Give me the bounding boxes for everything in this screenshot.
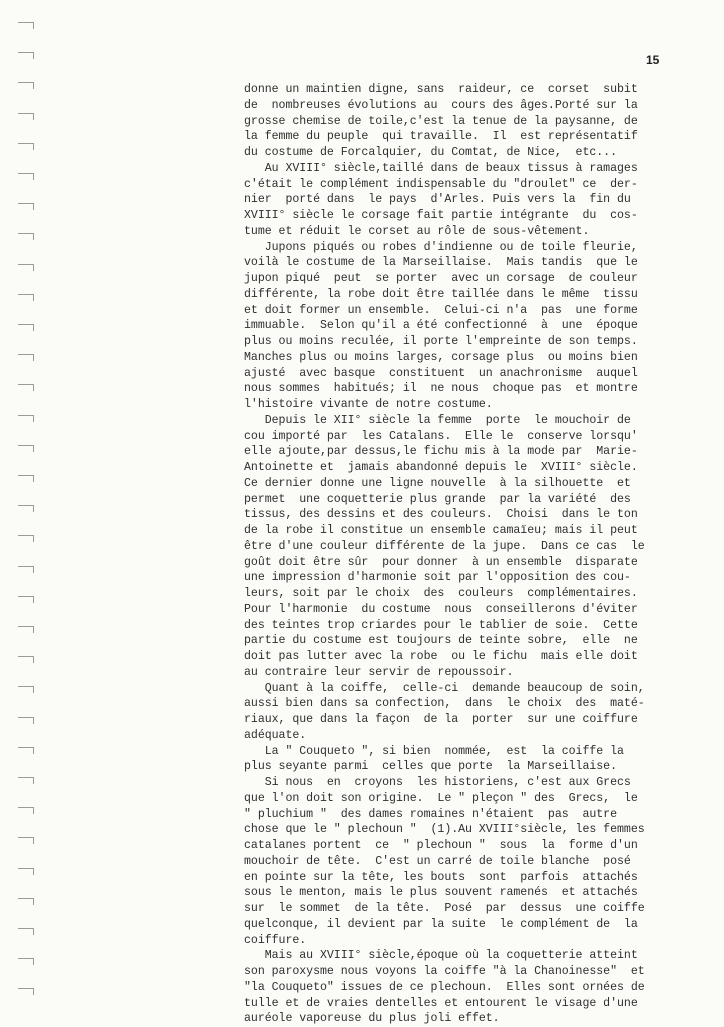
punch-mark [18,837,34,844]
punch-mark [18,445,34,452]
punch-mark [18,324,34,331]
punch-mark [18,384,34,391]
text-line: voilà le costume de la Marseillaise. Mais tandis que le [244,256,638,270]
punch-mark [18,868,34,875]
punch-mark [18,415,34,422]
text-line: c'était le complément indispensable du "droulet" ce der- [244,177,638,191]
text-line: en pointe sur la tête, les bouts sont parfois attachés [244,870,638,884]
punch-mark [18,475,34,482]
text-line: goût doit être sûr pour donner à un ensemble disparate [244,555,638,569]
punch-mark [18,173,34,180]
punch-mark [18,233,34,240]
text-line: donne un maintien digne, sans raideur, ce corset subit [244,83,638,96]
text-line: Depuis le XII° siècle la femme porte le mouchoir de [244,413,631,427]
text-line: La " Couqueto ", si bien nommée, est la coiffe la [244,744,624,758]
text-line: différente, la robe doit être taillée dans le même tissu [244,287,638,301]
binder-punch-holes [0,0,36,1024]
text-line: une impression d'harmonie soit par l'opposition des cou- [244,571,631,585]
text-line: être d'une couleur différente de la jupe. Dans ce cas le [244,539,645,553]
text-line: aussi bien dans sa confection, dans le choix des maté- [244,697,645,711]
text-line: que l'on doit son origine. Le " pleçon " des Grecs, le [244,791,638,805]
text-line: XVIII° siècle le corsage fait partie intégrante du cos- [244,209,638,222]
text-line: Antoinette et jamais abandonné depuis le XVIII° siècle. [244,461,638,474]
punch-mark [18,747,34,754]
text-line: l'histoire vivante de notre costume. [244,398,493,411]
text-line: des teintes trop criardes pour le tablier de soie. Cette [244,618,638,632]
punch-mark [18,113,34,120]
text-line: quelconque, il devient par la suite le complément de la [244,917,638,931]
text-line: plus ou moins reculée, il porte l'empreinte de son temps. [244,335,638,348]
text-line: de nombreuses évolutions au cours des âges.Porté sur la [244,98,638,112]
punch-mark [18,143,34,150]
punch-mark [18,22,34,29]
punch-mark [18,717,34,724]
text-line: jupon piqué peut se porter avec un corsage de couleur [244,272,638,285]
punch-mark [18,928,34,935]
text-line: "la Couqueto" issues de ce plechoun. Elles sont ornées de [244,980,645,994]
text-line: coiffure. [244,933,307,947]
text-line: Si nous en croyons les historiens, c'est aux Grecs [244,776,631,789]
text-line: ajusté avec basque constituent un anachronisme auquel [244,366,638,380]
text-line: elle ajoute,par dessus,le fichu mis à la mode par Marie- [244,445,638,459]
text-line: tissus, des dessins et des couleurs. Choisi dans le ton [244,508,638,522]
punch-mark [18,566,34,573]
text-line: catalanes portent ce " plechoun " sous la forme d'un [244,839,638,852]
punch-mark [18,958,34,965]
text-line: cou importé par les Catalans. Elle le conserve lorsqu' [244,429,638,443]
text-line: grosse chemise de toile,c'est la tenue de la paysanne, de [244,114,638,128]
text-line: adéquate. [244,728,307,742]
text-line: Ce dernier donne une ligne nouvelle à la silhouette et [244,476,631,490]
text-line: " pluchium " des dames romaines n'étaient pas autre [244,807,617,821]
punch-mark [18,354,34,361]
text-line: partie du costume est toujours de teinte sobre, elle ne [244,634,638,648]
text-line: immuable. Selon qu'il a été confectionné à une époque [244,319,638,333]
punch-mark [18,52,34,59]
punch-mark [18,807,34,814]
punch-mark [18,988,34,995]
text-line: de la robe il constitue un ensemble camaïeu; mais il peut [244,524,638,537]
text-line: et doit former un ensemble. Celui-ci n'a pas une forme [244,303,638,317]
text-line: Jupons piqués ou robes d'indienne ou de toile fleurie, [244,240,638,254]
text-line: Manches plus ou moins larges, corsage plus ou moins bien [244,350,638,364]
text-line: riaux, que dans la façon de la porter sur une coiffure [244,713,638,726]
punch-mark [18,596,34,603]
text-line: son paroxysme nous voyons la coiffe "à la Chanoinesse" et [244,965,645,978]
punch-mark [18,626,34,633]
punch-mark [18,777,34,784]
text-line: plus seyante parmi celles que porte la Marseillaise. [244,760,617,774]
text-line: doit pas lutter avec la robe ou le fichu mais elle doit [244,650,638,663]
text-line: Quant à la coiffe, celle-ci demande beaucoup de soin, [244,681,645,695]
punch-mark [18,505,34,512]
text-line: nous sommes habitués; il ne nous choque pas et montre [244,382,638,396]
text-line: mouchoir de tête. C'est un carré de toile blanche posé [244,854,631,868]
text-line: sur le sommet de la tête. Posé par dessus une coiffe [244,902,645,915]
punch-mark [18,898,34,905]
punch-mark [18,656,34,663]
text-line: Au XVIII° siècle,taillé dans de beaux tissus à ramages [244,161,638,175]
text-line: permet une coquetterie plus grande par la variété des [244,492,631,506]
text-line: au contraire leur servir de repoussoir. [244,665,514,679]
text-line: nier porté dans le pays d'Arles. Puis vers la fin du [244,193,631,207]
text-line: leurs, soit par le choix des couleurs complémentaires. [244,587,638,600]
punch-mark [18,264,34,271]
text-line: tume et réduit le corset au rôle de sous-vêtement. [244,224,590,238]
punch-mark [18,203,34,210]
text-line: du costume de Forcalquier, du Comtat, de Nice, etc... [244,146,617,159]
text-line: Mais au XVIII° siècle,époque où la coquetterie atteint [244,949,638,963]
text-line: la femme du peuple qui travaille. Il est représentatif [244,130,638,144]
punch-mark [18,294,34,301]
body-text [244,82,664,1027]
text-line: tulle et de vraies dentelles et entourent le visage d'une [244,996,638,1010]
text-line: auréole vaporeuse du plus joli effet. [244,1012,500,1026]
text-line: sous le menton, mais le plus souvent ramenés et attachés [244,886,638,900]
punch-mark [18,82,34,89]
text-line: Pour l'harmonie du costume nous conseillerons d'éviter [244,602,638,616]
text-line: chose que le " plechoun " (1).Au XVIII°siècle, les femmes [244,823,645,837]
page-number: 15 [646,53,660,67]
punch-mark [18,535,34,542]
punch-mark [18,686,34,693]
